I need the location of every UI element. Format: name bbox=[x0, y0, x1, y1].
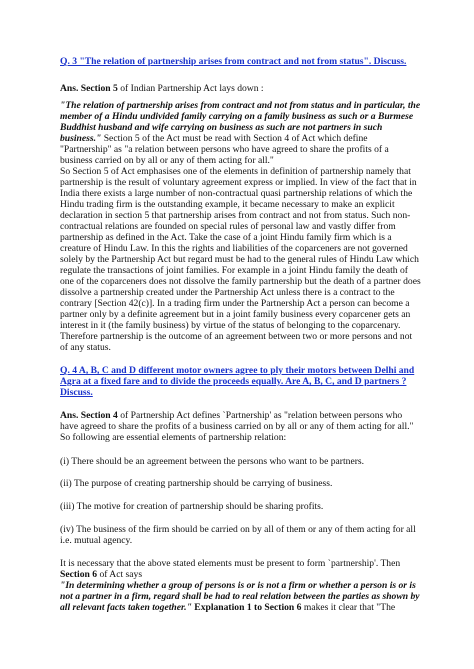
body-line: solely by the Partnership Act but regard must be had to the general rules of Hindu Law which bbox=[60, 254, 419, 265]
body-line: business carried on by all or any of them acting for all." bbox=[60, 155, 274, 166]
body-line: partner only by a definite agreement but in a joint family business every coparcener gets an bbox=[60, 309, 411, 320]
body-line: Therefore partnership is the outcome of an agreement between two or more persons and not bbox=[60, 331, 413, 342]
body-line: India there exists a large number of non-contractual quasi partnership relations of which the bbox=[60, 188, 413, 199]
element-item-1: (i) There should be an agreement between the persons who want to be partners. bbox=[60, 456, 365, 467]
answer-4-label: Ans. Section 4 bbox=[60, 410, 118, 421]
body-line: creature of Hindu Law. In this the rights and liabilities of the coparceners are not governed bbox=[60, 243, 408, 254]
question-3-heading: Q. 3 "The relation of partnership arises from contract and not from status". Discuss. bbox=[60, 56, 407, 67]
body-line: regulate the transactions of joint families. For example in a joint Hindu family the death of bbox=[60, 265, 408, 276]
quote-line: "The relation of partnership arises from contract and not from status and in particular, the bbox=[60, 100, 421, 111]
answer-4-intro-text: of Partnership Act defines `Partnership' as "relation between persons who bbox=[117, 410, 403, 421]
quote-last-line bbox=[60, 133, 368, 144]
body-line: dissolve a partnership created under the Partnership Act unless there is a contract to the bbox=[60, 287, 395, 298]
body-line: partnership is the result of voluntary agreement express or implied. In view of the fact that in bbox=[60, 177, 417, 188]
quote-end: all relevant facts taken together." bbox=[60, 602, 192, 613]
body-line: "Partnership" as "a relation between persons who have agreed to share the profits of a bbox=[60, 144, 389, 155]
element-item-2: (ii) The purpose of creating partnership should be carrying of business. bbox=[60, 478, 333, 489]
answer-4-intro bbox=[60, 410, 402, 421]
question-4-heading: Agra at a fixed fare and to divide the proceeds equally. Are A, B, C, and D partners ? bbox=[60, 376, 407, 387]
section-6-label: Section 6 bbox=[60, 569, 98, 580]
question-4-heading: Discuss. bbox=[60, 387, 93, 398]
quote-line: not a partner in a firm, regard shall be had to real relation between the parties as shown by bbox=[60, 591, 420, 602]
element-item-4-cont: i.e. mutual agency. bbox=[60, 535, 133, 546]
body-line: have agreed to share the profits of a business carried on by all or any of them acting for all." bbox=[60, 421, 414, 432]
answer-3-intro-text: of Indian Partnership Act lays down : bbox=[117, 83, 264, 94]
quote-line: member of a Hindu undivided family carrying on a family business as such or a Burmese bbox=[60, 111, 414, 122]
explanation-after: makes it clear that "The bbox=[301, 602, 396, 613]
body-line: interest in it (the family business) by virtue of the status of belonging to the coparcenary. bbox=[60, 320, 401, 331]
element-item-3: (iii) The motive for creation of partnership should be sharing profits. bbox=[60, 501, 324, 512]
body-line: one of the coparceners does not dissolve the family partnership but the death of a partner does bbox=[60, 276, 421, 287]
quote-last-line bbox=[60, 602, 395, 613]
section-6-after: of Act says bbox=[97, 569, 143, 580]
quote-after: Section 5 of the Act must be read with Section 4 of Act which define bbox=[101, 133, 368, 144]
body-line: So following are essential elements of partnership relation: bbox=[60, 432, 287, 443]
element-item-4: (iv) The business of the firm should be carried on by all of them or any of them acting for all bbox=[60, 524, 416, 535]
quote-line: Buddhist husband and wife carrying on business as such are not partners in such bbox=[60, 122, 383, 133]
section-6-line bbox=[60, 569, 142, 580]
answer-3-label: Ans. Section 5 bbox=[60, 83, 118, 94]
body-line: It is necessary that the above stated elements must be present to form `partnership'. Then bbox=[60, 558, 401, 569]
body-line: of any status. bbox=[60, 342, 111, 353]
quote-line: "In determining whether a group of persons is or is not a firm or whether a person is or is bbox=[60, 580, 416, 591]
quote-end: business." bbox=[60, 133, 102, 144]
question-4-heading: Q. 4 A, B, C and D different motor owners agree to ply their motors between Delhi and bbox=[60, 365, 415, 376]
answer-3-intro bbox=[60, 83, 264, 94]
explanation-label: Explanation 1 to Section 6 bbox=[191, 602, 302, 613]
body-line: Hindu trading firm is the outstanding example, it became necessary to make an explicit bbox=[60, 199, 395, 210]
body-line: So Section 5 of Act emphasises one of the elements in definition of partnership namely that bbox=[60, 166, 411, 177]
body-line: contractual relations are founded on special rules of personal law and vastly differ from bbox=[60, 221, 396, 232]
body-line: contrary [Section 42(c)]. In a trading firm under the Partnership Act a person can become a bbox=[60, 298, 410, 309]
body-line: partnership as defined in the Act. Take the case of a joint Hindu family firm which is a bbox=[60, 232, 392, 243]
body-line: declaration in section 5 that partnership arises from contract and not from status. Such non- bbox=[60, 210, 411, 221]
